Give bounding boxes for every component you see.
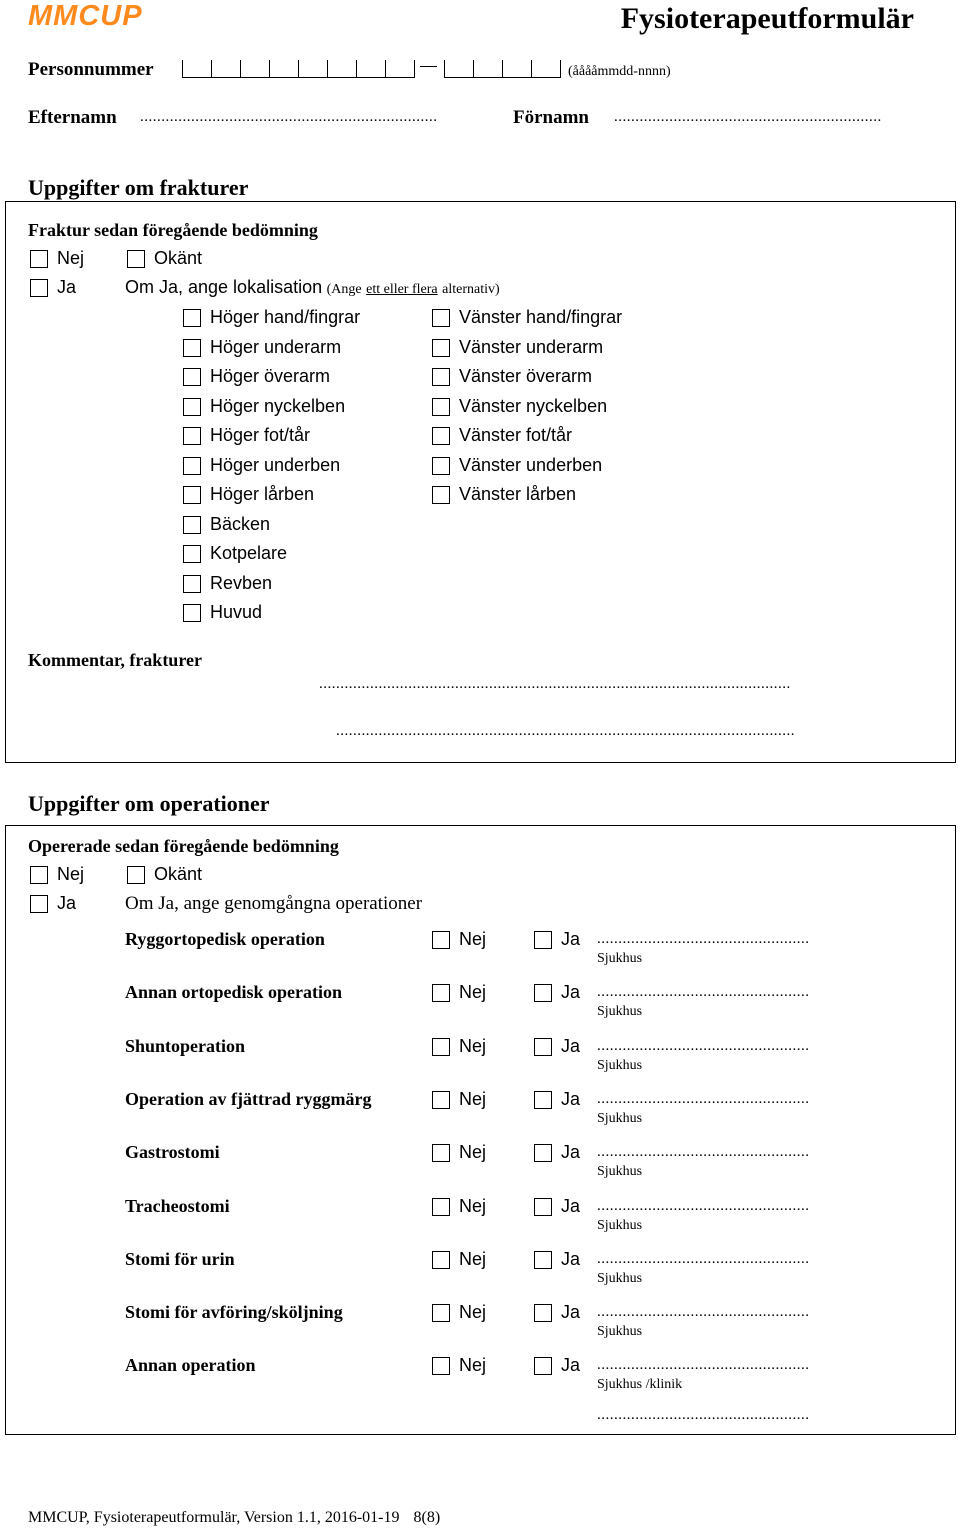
fracture-hint-underlined: ett eller flera xyxy=(366,282,438,297)
operation-hospital-field[interactable]: .................................................. xyxy=(597,1037,810,1054)
label-revben: Revben xyxy=(210,572,273,593)
operation-okant-label: Okänt xyxy=(154,864,203,884)
label-hoger-nyckelben: Höger nyckelben xyxy=(210,395,346,416)
operation-hospital-caption: Sjukhus xyxy=(597,951,643,966)
personnummer-hint: (ååååmmdd-nnnn) xyxy=(568,64,671,79)
operation-ja-label: Ja xyxy=(561,1142,581,1163)
operation-nej-checkbox-shuntoperation[interactable] xyxy=(432,1038,450,1056)
operation-nej-checkbox-gastrostomi[interactable] xyxy=(432,1144,450,1162)
page-number: 8(8) xyxy=(413,1509,441,1526)
label-hoger-underben: Höger underben xyxy=(210,454,341,475)
fracture-okant-label: Okänt xyxy=(154,248,203,268)
checkbox-vanster-fot-tar[interactable] xyxy=(432,427,450,445)
operation-hospital-caption: Sjukhus xyxy=(597,1057,643,1073)
operation-hospital-caption: Sjukhus xyxy=(597,1217,643,1233)
operation-okant-checkbox[interactable] xyxy=(127,866,145,884)
checkbox-hoger-hand-fingrar[interactable] xyxy=(183,309,201,327)
operation-name-shuntoperation: Shuntoperation xyxy=(125,1035,246,1056)
operation-name-ryggortopedisk-operation: Ryggortopedisk operation xyxy=(125,929,325,949)
checkbox-hoger-larben[interactable] xyxy=(183,486,201,504)
fracture-question: Fraktur sedan föregående bedömning xyxy=(28,220,318,240)
operation-ja-prompt: Om Ja, ange genomgångna operationer xyxy=(125,893,423,914)
operation-ja-checkbox-gastrostomi[interactable] xyxy=(534,1144,552,1162)
label-hoger-overarm: Höger överarm xyxy=(210,366,331,386)
operation-ja-label: Ja xyxy=(561,1035,581,1056)
operation-hospital-field[interactable]: .................................................. xyxy=(597,1144,810,1161)
checkbox-vanster-hand-fingrar[interactable] xyxy=(432,309,450,327)
label-vanster-hand-fingrar: Vänster hand/fingrar xyxy=(459,307,623,327)
label-vanster-overarm: Vänster överarm xyxy=(459,366,593,386)
label-hoger-underarm: Höger underarm xyxy=(210,336,342,357)
label-hoger-larben: Höger lårben xyxy=(210,484,315,504)
operation-nej-label: Nej xyxy=(459,1248,487,1269)
fracture-comment-line-2[interactable]: ............................................................................................................ xyxy=(336,723,795,739)
operation-nej-checkbox-ryggortopedisk-operation[interactable] xyxy=(432,931,450,949)
label-vanster-fot-tar: Vänster fot/tår xyxy=(459,425,573,445)
operation-hospital-field[interactable]: .................................................. xyxy=(597,984,810,1001)
checkbox-hoger-overarm[interactable] xyxy=(183,368,201,386)
operations-box xyxy=(5,825,956,1435)
operation-nej-label: Nej xyxy=(459,1302,487,1323)
operation-nej-label: Nej xyxy=(459,1195,487,1216)
operation-ja-label: Ja xyxy=(561,982,581,1003)
operation-ja-label: Ja xyxy=(561,1302,581,1323)
operation-nej-label: Nej xyxy=(459,1142,487,1163)
operation-nej-checkbox-stomi-for-urin[interactable] xyxy=(432,1251,450,1269)
checkbox-backen[interactable] xyxy=(183,516,201,534)
operation-nej-checkbox-tracheostomi[interactable] xyxy=(432,1198,450,1216)
operation-ja-checkbox-operation-av-fjattrad-ryggmarg[interactable] xyxy=(534,1091,552,1109)
operation-name-stomi-for-avforing-skoljning: Stomi för avföring/sköljning xyxy=(125,1302,343,1323)
operation-question: Opererade sedan föregående bedömning xyxy=(28,836,339,856)
operation-nej-label: Nej xyxy=(459,1355,487,1376)
operation-extra-line[interactable]: .................................................. xyxy=(597,1407,810,1423)
label-vanster-underben: Vänster underben xyxy=(459,454,603,475)
operation-ja-checkbox-annan-operation[interactable] xyxy=(534,1357,552,1375)
operation-hospital-field[interactable]: .................................................. xyxy=(597,1197,810,1214)
label-kotpelare: Kotpelare xyxy=(210,543,288,563)
operation-ja-label: Ja xyxy=(561,1195,581,1216)
operation-ja-label: Ja xyxy=(57,893,77,913)
operation-ja-label: Ja xyxy=(561,1355,581,1376)
fracture-hint-pre: (Ange xyxy=(326,282,362,297)
label-hoger-fot-tar: Höger fot/tår xyxy=(210,425,311,445)
operation-ja-checkbox-shuntoperation[interactable] xyxy=(534,1038,552,1056)
label-huvud: Huvud xyxy=(210,602,263,622)
operation-ja-label: Ja xyxy=(561,1248,581,1269)
operation-name-tracheostomi: Tracheostomi xyxy=(125,1195,230,1216)
operation-hospital-caption: Sjukhus xyxy=(597,1004,643,1020)
fracture-ja-prompt-text: Om Ja, ange lokalisation xyxy=(125,277,323,297)
operation-name-annan-operation: Annan operation xyxy=(125,1355,256,1376)
label-vanster-nyckelben: Vänster nyckelben xyxy=(459,395,608,416)
fornamn-field[interactable]: ............................................................... xyxy=(614,109,882,125)
personnummer-label: Personnummer xyxy=(28,59,154,80)
checkbox-hoger-nyckelben[interactable] xyxy=(183,398,201,416)
operation-hospital-caption: Sjukhus xyxy=(597,1164,643,1180)
checkbox-kotpelare[interactable] xyxy=(183,545,201,563)
operation-nej-label: Nej xyxy=(459,1088,487,1109)
operation-nej-label: Nej xyxy=(459,929,487,949)
footer-text: MMCUP, Fysioterapeutformulär, Version 1.1, 2016-01-19 xyxy=(28,1509,400,1526)
operation-ja-checkbox[interactable] xyxy=(30,895,48,913)
operation-hospital-caption: Sjukhus xyxy=(597,1270,643,1286)
checkbox-vanster-larben[interactable] xyxy=(432,486,450,504)
checkbox-vanster-underben[interactable] xyxy=(432,457,450,475)
operation-hospital-caption: Sjukhus xyxy=(597,1110,643,1126)
footer xyxy=(28,1509,440,1527)
operation-name-operation-av-fjattrad-ryggmarg: Operation av fjättrad ryggmärg xyxy=(125,1088,372,1109)
operation-hospital-field[interactable]: .................................................. xyxy=(597,1304,810,1321)
operation-hospital-caption: Sjukhus /klinik xyxy=(597,1377,683,1393)
fracture-nej-label: Nej xyxy=(57,248,85,268)
checkbox-vanster-underarm[interactable] xyxy=(432,339,450,357)
operation-hospital-field[interactable]: .................................................. xyxy=(597,1357,810,1374)
fracture-nej-checkbox[interactable] xyxy=(30,250,48,268)
fornamn-label: Förnamn xyxy=(513,107,589,128)
fracture-ja-checkbox[interactable] xyxy=(30,279,48,297)
form-title: Fysioterapeutformulär xyxy=(620,2,914,35)
operations-section-title: Uppgifter om operationer xyxy=(28,791,270,816)
checkbox-revben[interactable] xyxy=(183,575,201,593)
operation-nej-label: Nej xyxy=(459,1035,487,1056)
checkbox-hoger-underarm[interactable] xyxy=(183,339,201,357)
fracture-hint-post: alternativ) xyxy=(442,282,500,297)
operation-ja-checkbox-ryggortopedisk-operation[interactable] xyxy=(534,931,552,949)
label-backen: Bäcken xyxy=(210,513,271,534)
operation-ja-checkbox-tracheostomi[interactable] xyxy=(534,1198,552,1216)
label-hoger-hand-fingrar: Höger hand/fingrar xyxy=(210,307,361,327)
fracture-okant-checkbox[interactable] xyxy=(127,250,145,268)
operation-ja-checkbox-stomi-for-urin[interactable] xyxy=(534,1251,552,1269)
label-vanster-underarm: Vänster underarm xyxy=(459,336,604,357)
operation-nej-checkbox-stomi-for-avforing-skoljning[interactable] xyxy=(432,1304,450,1322)
operation-nej-checkbox-annan-operation[interactable] xyxy=(432,1357,450,1375)
checkbox-vanster-nyckelben[interactable] xyxy=(432,398,450,416)
efternamn-field[interactable]: ...................................................................... xyxy=(140,109,438,125)
efternamn-label: Efternamn xyxy=(28,107,117,128)
fracture-ja-prompt xyxy=(125,277,500,298)
label-vanster-larben: Vänster lårben xyxy=(459,484,577,504)
operation-ja-checkbox-stomi-for-avforing-skoljning[interactable] xyxy=(534,1304,552,1322)
checkbox-hoger-fot-tar[interactable] xyxy=(183,427,201,445)
checkbox-huvud[interactable] xyxy=(183,604,201,622)
mmcup-logo: MMCUP xyxy=(28,0,143,32)
operation-ja-label: Ja xyxy=(561,1088,581,1109)
operation-nej-label: Nej xyxy=(57,864,85,884)
operation-name-annan-ortopedisk-operation: Annan ortopedisk operation xyxy=(125,982,343,1003)
fracture-comment-line-1[interactable]: ............................................................................................................... xyxy=(319,676,791,692)
operation-hospital-field[interactable]: .................................................. xyxy=(597,931,810,947)
operation-hospital-field[interactable]: .................................................. xyxy=(597,1250,810,1267)
operation-nej-label: Nej xyxy=(459,982,487,1003)
operation-hospital-field[interactable]: .................................................. xyxy=(597,1090,810,1107)
operation-ja-label: Ja xyxy=(561,929,581,949)
operation-name-stomi-for-urin: Stomi för urin xyxy=(125,1248,235,1269)
operation-hospital-caption: Sjukhus xyxy=(597,1324,643,1340)
fracture-comment-label: Kommentar, frakturer xyxy=(28,650,202,670)
operation-nej-checkbox-annan-ortopedisk-operation[interactable] xyxy=(432,984,450,1002)
fracture-ja-label: Ja xyxy=(57,277,77,297)
operation-name-gastrostomi: Gastrostomi xyxy=(125,1142,220,1163)
checkbox-hoger-underben[interactable] xyxy=(183,457,201,475)
operation-ja-checkbox-annan-ortopedisk-operation[interactable] xyxy=(534,984,552,1002)
checkbox-vanster-overarm[interactable] xyxy=(432,368,450,386)
operation-nej-checkbox-operation-av-fjattrad-ryggmarg[interactable] xyxy=(432,1091,450,1109)
fractures-section-title: Uppgifter om frakturer xyxy=(28,175,249,200)
operation-nej-checkbox[interactable] xyxy=(30,866,48,884)
